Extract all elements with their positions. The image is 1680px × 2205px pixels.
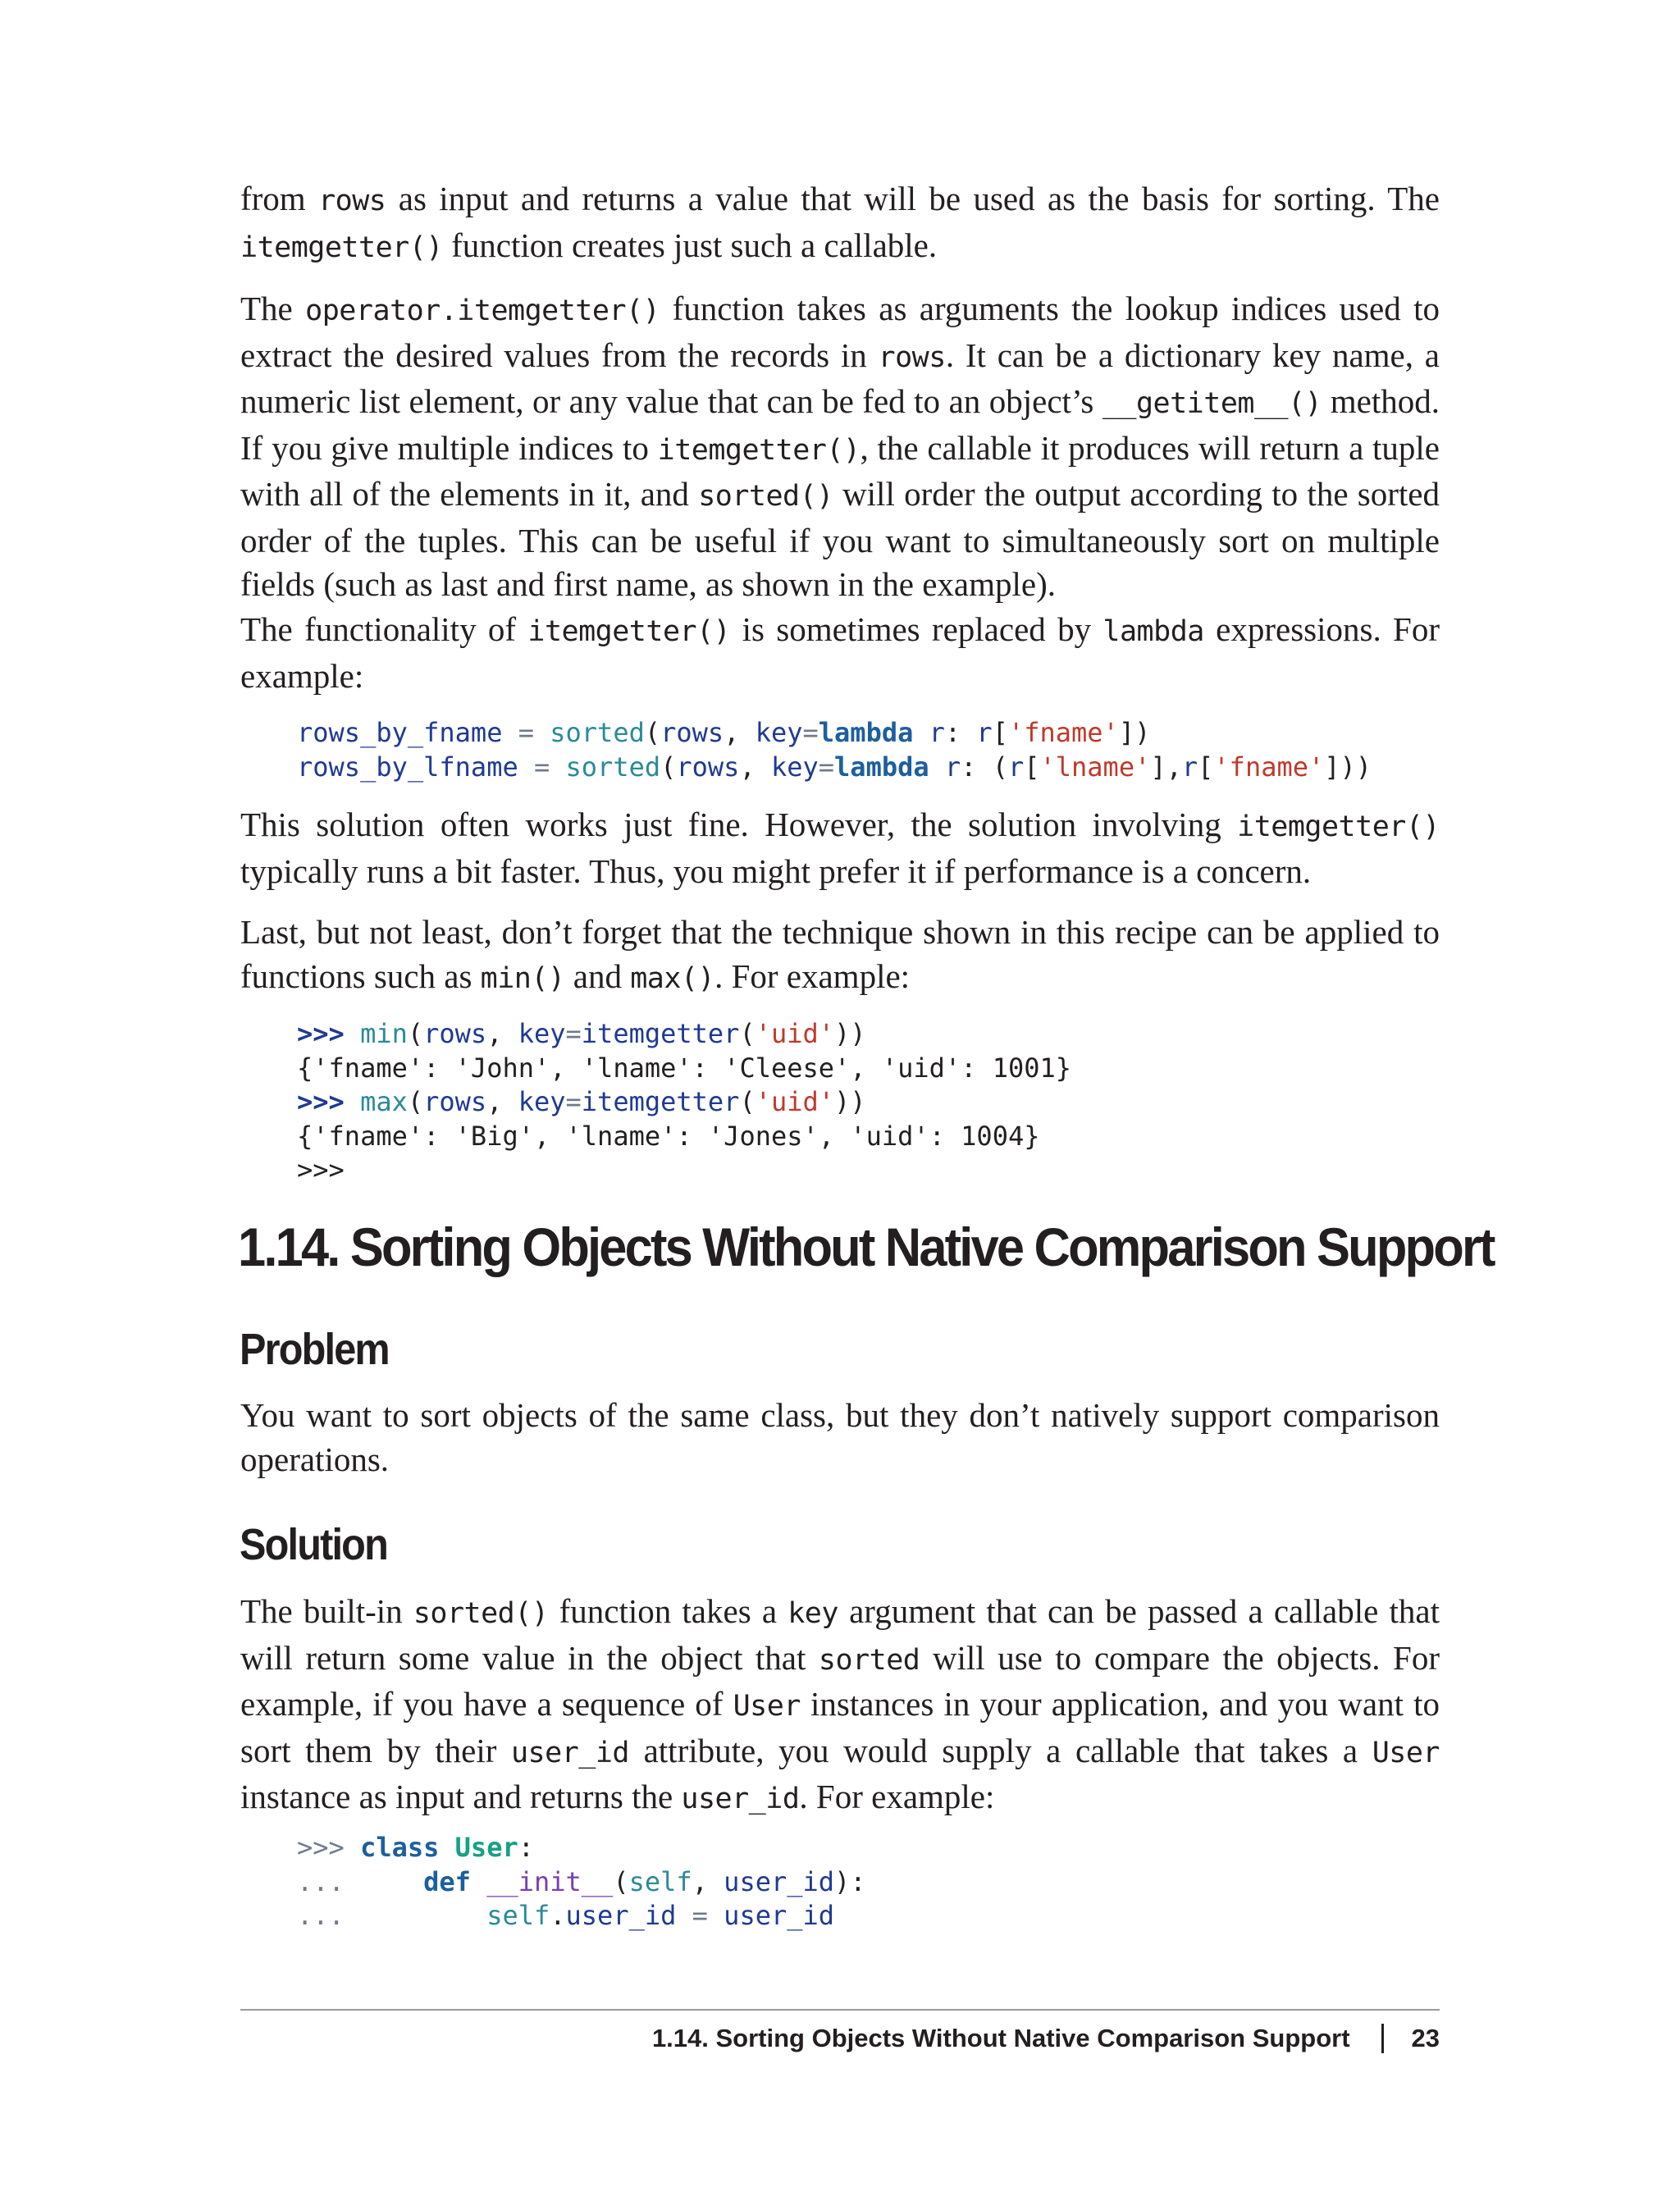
code-token: sorted bbox=[550, 717, 645, 748]
text-run: function takes a bbox=[548, 1592, 788, 1630]
code-token: = bbox=[565, 1018, 582, 1049]
footer-running-title: 1.14. Sorting Objects Without Native Comparison Support bbox=[651, 2024, 1350, 2052]
text-run: will order the output according to the sorted order of the tuples. This can be useful if you want to simultaneously sort on multiple fields (such as last and first name, as shown in the example). bbox=[240, 475, 1440, 603]
inline-code: rows bbox=[318, 185, 386, 217]
code-token: itemgetter bbox=[581, 1086, 740, 1117]
code-token: {'fname': 'John', 'lname': 'Cleese', 'uid': 1001} bbox=[297, 1052, 1072, 1084]
text-run: will use to compare the objects. For example, if you have a sequence of bbox=[240, 1638, 1440, 1723]
code-line bbox=[297, 1120, 1071, 1154]
code-token: lambda bbox=[818, 717, 914, 748]
inline-code: sorted() bbox=[413, 1597, 549, 1630]
code-token: >>> bbox=[297, 1086, 361, 1117]
code-token: = bbox=[676, 1900, 724, 1931]
code-token: = bbox=[502, 717, 550, 748]
code-token: r bbox=[929, 717, 945, 748]
paragraph-lambda-alternative bbox=[240, 608, 1440, 698]
code-token: r bbox=[944, 751, 961, 783]
inline-code: max() bbox=[630, 961, 715, 995]
code-block-min-max bbox=[297, 1017, 1071, 1188]
code-line bbox=[297, 751, 1372, 785]
inline-code: User bbox=[733, 1690, 801, 1723]
code-token: ... bbox=[297, 1900, 487, 1931]
code-line bbox=[297, 1831, 866, 1865]
page-number: 23 bbox=[1411, 2024, 1440, 2052]
code-token: 'fname' bbox=[1213, 751, 1325, 783]
code-token: >>> bbox=[297, 1018, 361, 1049]
code-token: , bbox=[692, 1865, 724, 1897]
paragraph-itemgetter-intro bbox=[240, 177, 1440, 270]
inline-code: rows bbox=[878, 340, 946, 374]
inline-code: itemgetter() bbox=[657, 433, 861, 467]
text-run: . For example: bbox=[714, 956, 911, 995]
code-token: __init__ bbox=[486, 1865, 614, 1897]
code-token: self bbox=[486, 1900, 550, 1931]
text-run: , the callable it produces will return a tuple with all of the elements in it, and bbox=[240, 428, 1440, 513]
code-line bbox=[297, 1052, 1071, 1086]
paragraph-problem bbox=[240, 1394, 1440, 1481]
code-token: , bbox=[486, 1018, 518, 1049]
code-token: [ bbox=[992, 717, 1008, 748]
text-run: as input and returns a value that will be used as the basis for sorting. The bbox=[386, 180, 1440, 217]
text-run: You want to sort objects of the same class, but they don’t natively support comparison operations. bbox=[240, 1396, 1440, 1478]
inline-code: user_id bbox=[681, 1783, 800, 1815]
inline-code: sorted() bbox=[698, 480, 833, 513]
inline-code: operator.itemgetter() bbox=[305, 294, 660, 327]
code-block-lambda bbox=[297, 716, 1372, 784]
code-token: rows bbox=[423, 1018, 487, 1049]
code-token: rows_by_fname bbox=[297, 717, 503, 748]
code-token: . bbox=[550, 1900, 566, 1931]
code-line bbox=[297, 1899, 866, 1933]
code-token: ): bbox=[834, 1865, 866, 1897]
code-token: ... bbox=[297, 1865, 424, 1897]
text-run: The functionality of bbox=[240, 610, 528, 648]
code-token: 'uid' bbox=[755, 1086, 835, 1117]
code-token: itemgetter bbox=[581, 1018, 740, 1049]
code-token: min bbox=[360, 1018, 408, 1049]
inline-code: itemgetter() bbox=[1237, 810, 1440, 843]
code-token: user_id bbox=[565, 1900, 677, 1931]
text-run: from bbox=[240, 180, 319, 217]
code-line bbox=[297, 716, 1372, 751]
code-token: r bbox=[1181, 751, 1198, 783]
code-token: key bbox=[518, 1018, 566, 1049]
code-token: rows bbox=[423, 1086, 487, 1117]
code-token: )) bbox=[834, 1018, 866, 1049]
code-token: ])) bbox=[1324, 751, 1372, 783]
code-token: >>> bbox=[297, 1832, 361, 1863]
code-line bbox=[297, 1017, 1071, 1052]
code-token: ( bbox=[407, 1018, 424, 1049]
footer-rule bbox=[240, 2009, 1440, 2011]
code-token: def bbox=[423, 1865, 471, 1897]
code-line bbox=[297, 1865, 866, 1900]
footer-separator bbox=[1381, 2024, 1384, 2053]
code-token bbox=[913, 717, 929, 748]
code-token: = bbox=[802, 717, 819, 748]
code-token: >>> bbox=[297, 1154, 345, 1185]
text-run: This solution often works just fine. However, the solution involving bbox=[240, 806, 1238, 843]
code-token: ( bbox=[407, 1086, 424, 1117]
code-token: = bbox=[518, 751, 566, 783]
code-token: , bbox=[724, 717, 756, 748]
code-token bbox=[471, 1866, 486, 1897]
inline-code: min() bbox=[480, 961, 565, 995]
text-run: instances in your application, and you want to sort them by their bbox=[240, 1685, 1440, 1769]
paragraph-solution bbox=[240, 1590, 1440, 1822]
code-token: , bbox=[486, 1086, 518, 1117]
code-line bbox=[297, 1153, 1071, 1188]
code-token: rows bbox=[676, 751, 740, 783]
code-token: : bbox=[518, 1832, 534, 1863]
text-run: . For example: bbox=[799, 1778, 995, 1815]
code-token: key bbox=[518, 1086, 566, 1117]
code-token: = bbox=[818, 751, 835, 783]
code-token: ( bbox=[660, 751, 677, 783]
code-token: ( bbox=[644, 717, 661, 748]
text-run: function creates just such a callable. bbox=[442, 226, 938, 264]
code-token: sorted bbox=[565, 751, 661, 783]
paragraph-min-max bbox=[240, 911, 1440, 1001]
code-token: )) bbox=[834, 1086, 866, 1117]
inline-code: User bbox=[1372, 1736, 1440, 1769]
text-run: expressions. For example: bbox=[240, 610, 1440, 695]
problem-heading: Problem bbox=[240, 1325, 389, 1374]
text-run: The bbox=[240, 290, 306, 327]
code-token: 'fname' bbox=[1007, 717, 1119, 748]
text-run: Last, but not least, don’t forget that the technique shown in this recipe can be applied to functions such as bbox=[240, 913, 1440, 995]
inline-code: itemgetter() bbox=[240, 231, 443, 264]
text-run: instance as input and returns the bbox=[240, 1778, 682, 1815]
code-token: user_id bbox=[724, 1865, 835, 1897]
text-run: method. If you give multiple indices to bbox=[240, 382, 1440, 467]
text-run: . It can be a dictionary key name, a numeric list element, or any value that can be fed to an object’s bbox=[240, 336, 1440, 420]
text-run: function takes as arguments the lookup indices used to extract the desired values from the records in bbox=[240, 290, 1440, 374]
inline-code: __getitem__() bbox=[1102, 387, 1322, 420]
solution-heading: Solution bbox=[240, 1520, 387, 1569]
paragraph-performance bbox=[240, 803, 1440, 893]
code-token: : ( bbox=[961, 751, 1008, 783]
code-token: : bbox=[944, 717, 977, 748]
text-run: is sometimes replaced by bbox=[730, 610, 1103, 648]
page-footer bbox=[652, 2020, 1440, 2057]
code-line bbox=[297, 1085, 1071, 1120]
code-token: user_id bbox=[724, 1900, 835, 1931]
inline-code: sorted bbox=[818, 1643, 920, 1677]
code-token: key bbox=[770, 751, 819, 783]
code-token: {'fname': 'Big', 'lname': 'Jones', 'uid': 1004} bbox=[297, 1120, 1040, 1152]
text-run: argument that can be passed a callable that will return some value in the object that bbox=[240, 1592, 1440, 1677]
code-token: ( bbox=[739, 1018, 756, 1049]
section-heading: 1.14. Sorting Objects Without Native Comparison Support bbox=[238, 1217, 1494, 1277]
text-run: The built-in bbox=[240, 1592, 413, 1630]
code-token: [ bbox=[1198, 751, 1214, 783]
inline-code: itemgetter() bbox=[527, 615, 731, 648]
inline-code: key bbox=[788, 1597, 838, 1630]
inline-code: lambda bbox=[1102, 615, 1204, 648]
code-token: ( bbox=[613, 1865, 629, 1897]
code-token: User bbox=[454, 1832, 518, 1863]
code-block-class-user bbox=[297, 1831, 866, 1933]
code-token: 'uid' bbox=[755, 1018, 835, 1049]
code-token: r bbox=[1007, 751, 1025, 783]
text-run: and bbox=[564, 956, 631, 995]
code-token: rows_by_lfname bbox=[297, 751, 518, 783]
code-token: r bbox=[976, 717, 993, 748]
code-token: rows bbox=[660, 717, 724, 748]
code-token: lambda bbox=[834, 751, 929, 783]
code-token: self bbox=[628, 1865, 692, 1897]
text-run: attribute, you would supply a callable that takes a bbox=[629, 1731, 1372, 1769]
code-token: ( bbox=[739, 1086, 756, 1117]
code-token: class bbox=[360, 1832, 440, 1863]
code-token: = bbox=[565, 1086, 582, 1117]
text-run: typically runs a bit faster. Thus, you might prefer it if performance is a concern. bbox=[240, 851, 1312, 890]
code-token: key bbox=[755, 717, 803, 748]
code-token bbox=[439, 1832, 454, 1863]
code-token: max bbox=[360, 1086, 408, 1117]
code-token: ], bbox=[1150, 751, 1182, 783]
code-token: 'lname' bbox=[1039, 751, 1151, 783]
code-token: [ bbox=[1024, 751, 1040, 783]
inline-code: user_id bbox=[510, 1736, 629, 1769]
code-token: , bbox=[739, 751, 771, 783]
code-token: ]) bbox=[1118, 717, 1151, 748]
code-token bbox=[929, 751, 945, 783]
paragraph-operator-itemgetter bbox=[240, 287, 1440, 607]
